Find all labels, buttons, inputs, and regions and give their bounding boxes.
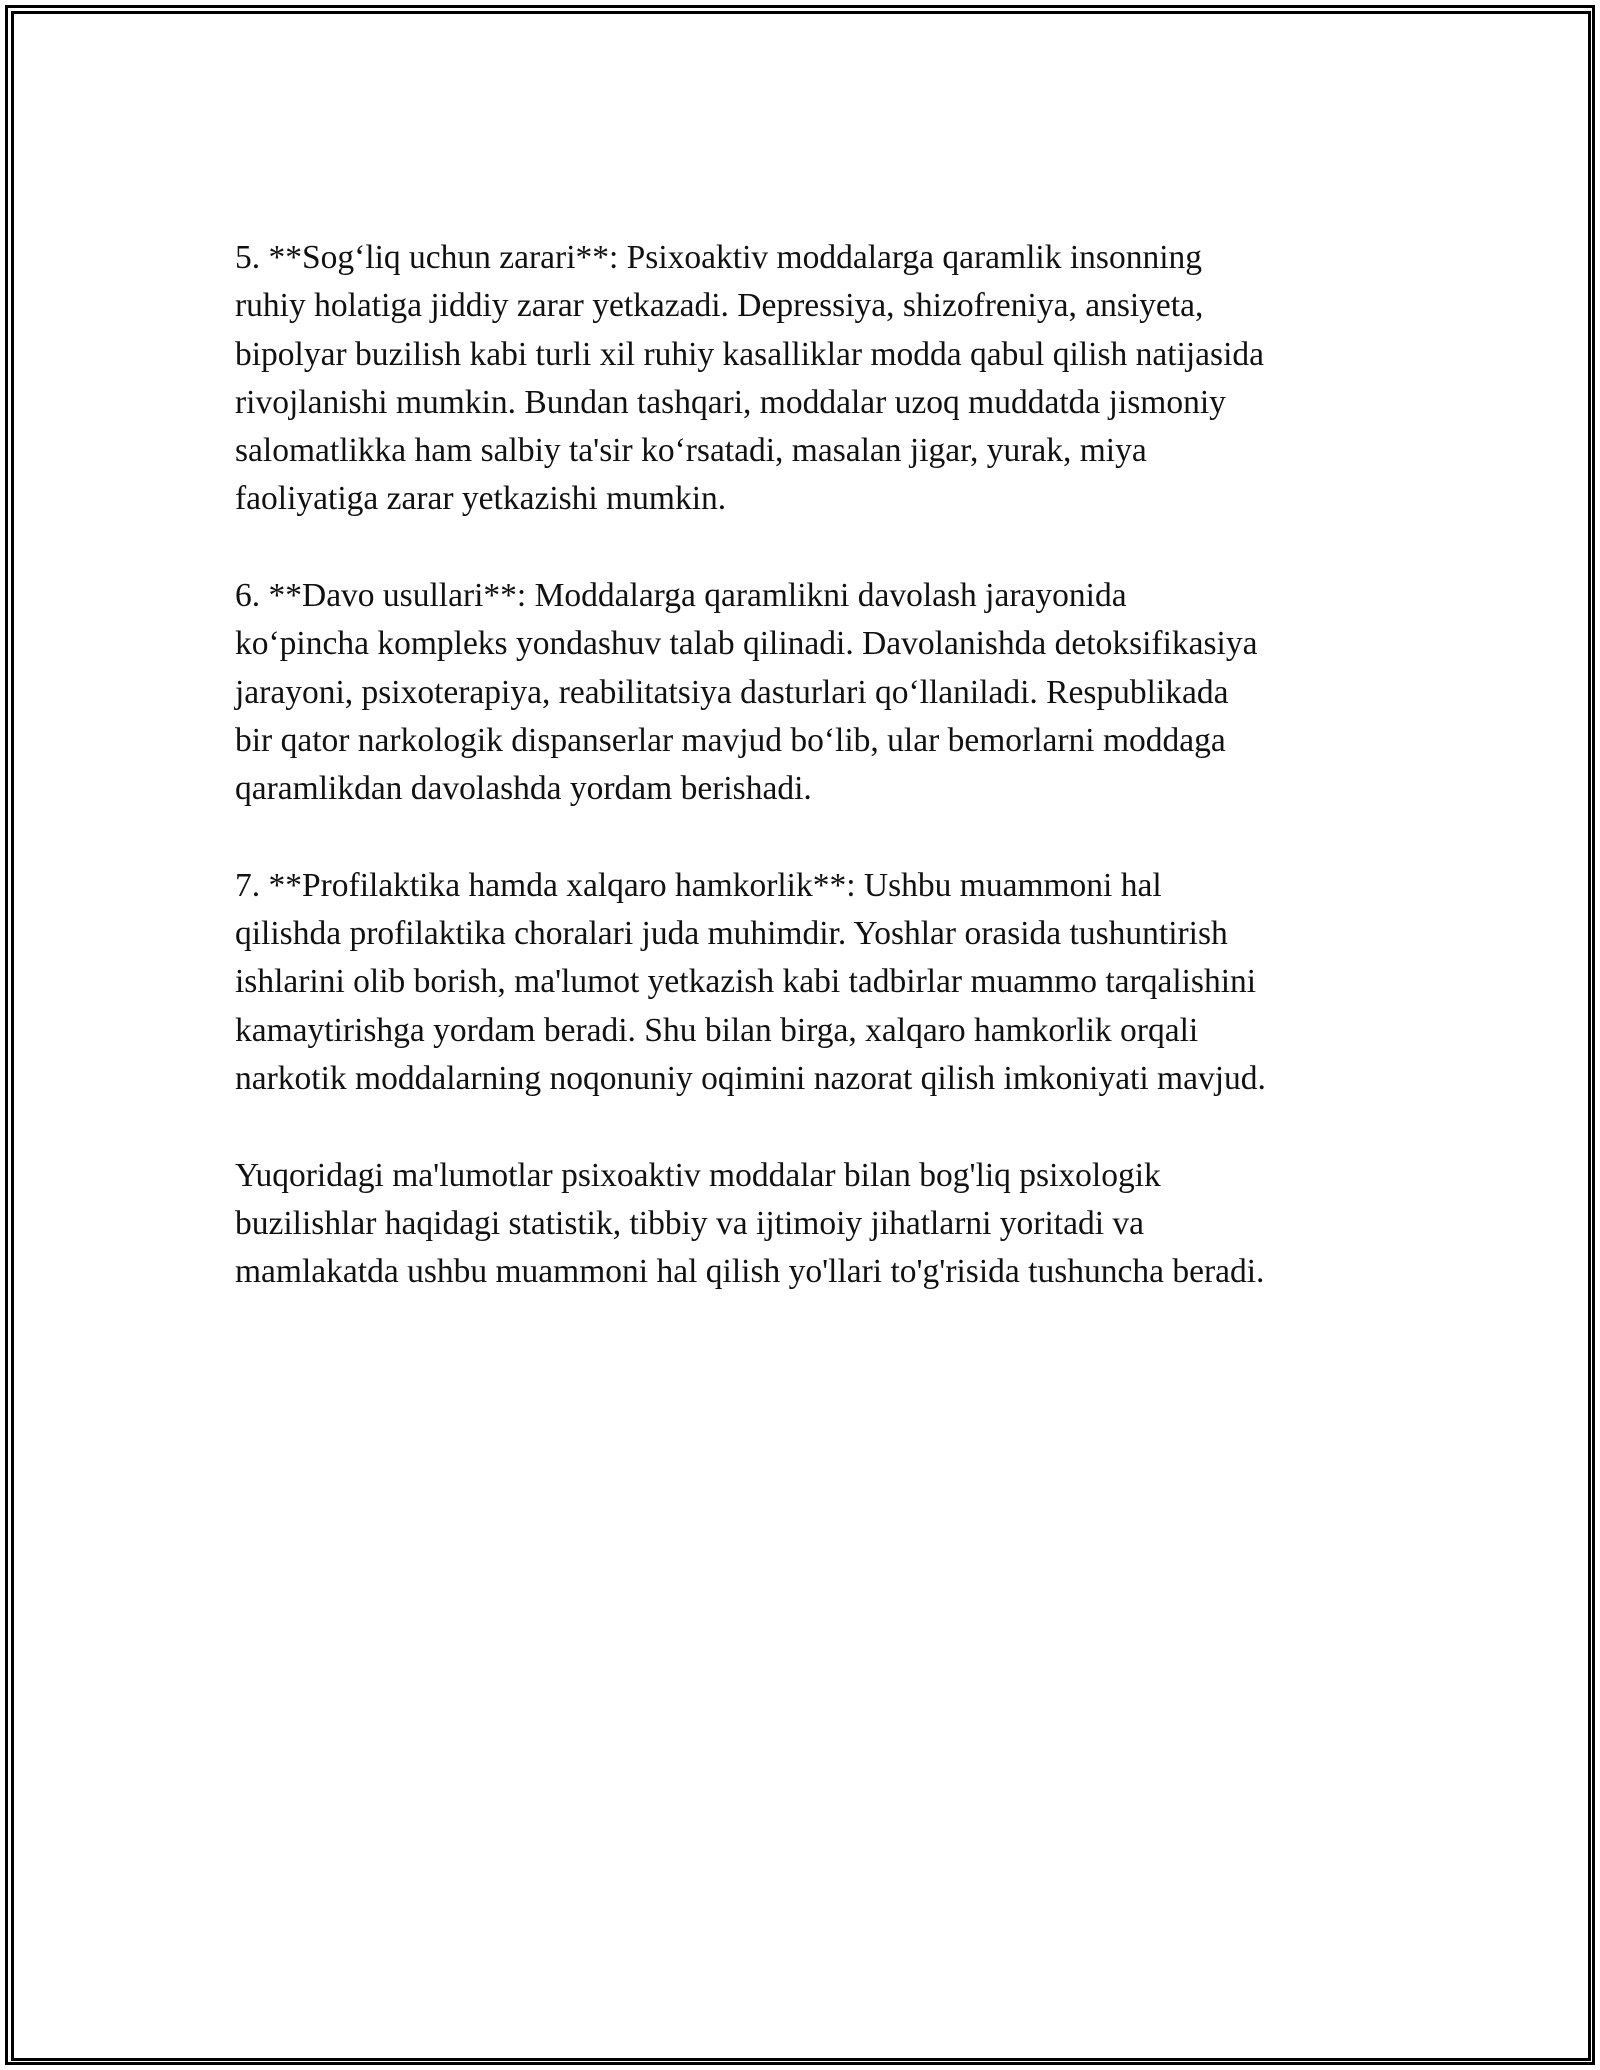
text-line: 7. **Profilaktika hamda xalqaro hamkorlik**: Ushbu muammoni hal	[235, 866, 1162, 904]
text-line: rivojlanishi mumkin. Bundan tashqari, moddalar uzoq muddatda jismoniy	[235, 383, 1226, 421]
text-line: ko‘pincha kompleks yondashuv talab qilinadi. Davolanishda detoksifikasiya	[235, 625, 1258, 663]
text-line: faoliyatiga zarar yetkazishi mumkin.	[235, 480, 727, 518]
paragraph-prevention-cooperation	[235, 862, 1375, 1103]
text-line: qaramlikdan davolashda yordam berishadi.	[235, 770, 812, 808]
text-line: salomatlikka ham salbiy ta'sir ko‘rsatadi, masalan jigar, yurak, miya	[235, 432, 1147, 470]
text-line: qilishda profilaktika choralari juda muhimdir. Yoshlar orasida tushuntirish	[235, 915, 1228, 953]
document-body	[235, 234, 1375, 1345]
paragraph-conclusion	[235, 1152, 1375, 1297]
text-line: buzilishlar haqidagi statistik, tibbiy va ijtimoiy jihatlarni yoritadi va	[235, 1204, 1144, 1242]
text-line: Yuqoridagi ma'lumotlar psixoaktiv moddalar bilan bog'liq psixologik	[235, 1156, 1161, 1194]
text-line: ruhiy holatiga jiddiy zarar yetkazadi. Depressiya, shizofreniya, ansiyeta,	[235, 287, 1204, 325]
text-line: bir qator narkologik dispanserlar mavjud bo‘lib, ular bemorlarni moddaga	[235, 721, 1226, 759]
text-line: bipolyar buzilish kabi turli xil ruhiy kasalliklar modda qabul qilish natijasida	[235, 335, 1265, 373]
text-line: 5. **Sog‘liq uchun zarari**: Psixoaktiv moddalarga qaramlik insonning	[235, 239, 1203, 276]
text-line: ishlarini olib borish, ma'lumot yetkazish kabi tadbirlar muammo tarqalishini	[235, 963, 1257, 1001]
text-line: narkotik moddalarning noqonuniy oqimini nazorat qilish imkoniyati mavjud.	[235, 1060, 1266, 1098]
text-line: mamlakatda ushbu muammoni hal qilish yo'llari to'g'risida tushuncha beradi.	[235, 1253, 1265, 1291]
text-line: kamaytirishga yordam beradi. Shu bilan birga, xalqaro hamkorlik orqali	[235, 1011, 1199, 1049]
paragraph-health-harm	[235, 234, 1375, 524]
text-line: 6. **Davo usullari**: Moddalarga qaramlikni davolash jarayonida	[235, 577, 1127, 615]
paragraph-treatment-methods	[235, 572, 1375, 813]
text-line: jarayoni, psixoterapiya, reabilitatsiya dasturlari qo‘llaniladi. Respublikada	[235, 673, 1229, 711]
